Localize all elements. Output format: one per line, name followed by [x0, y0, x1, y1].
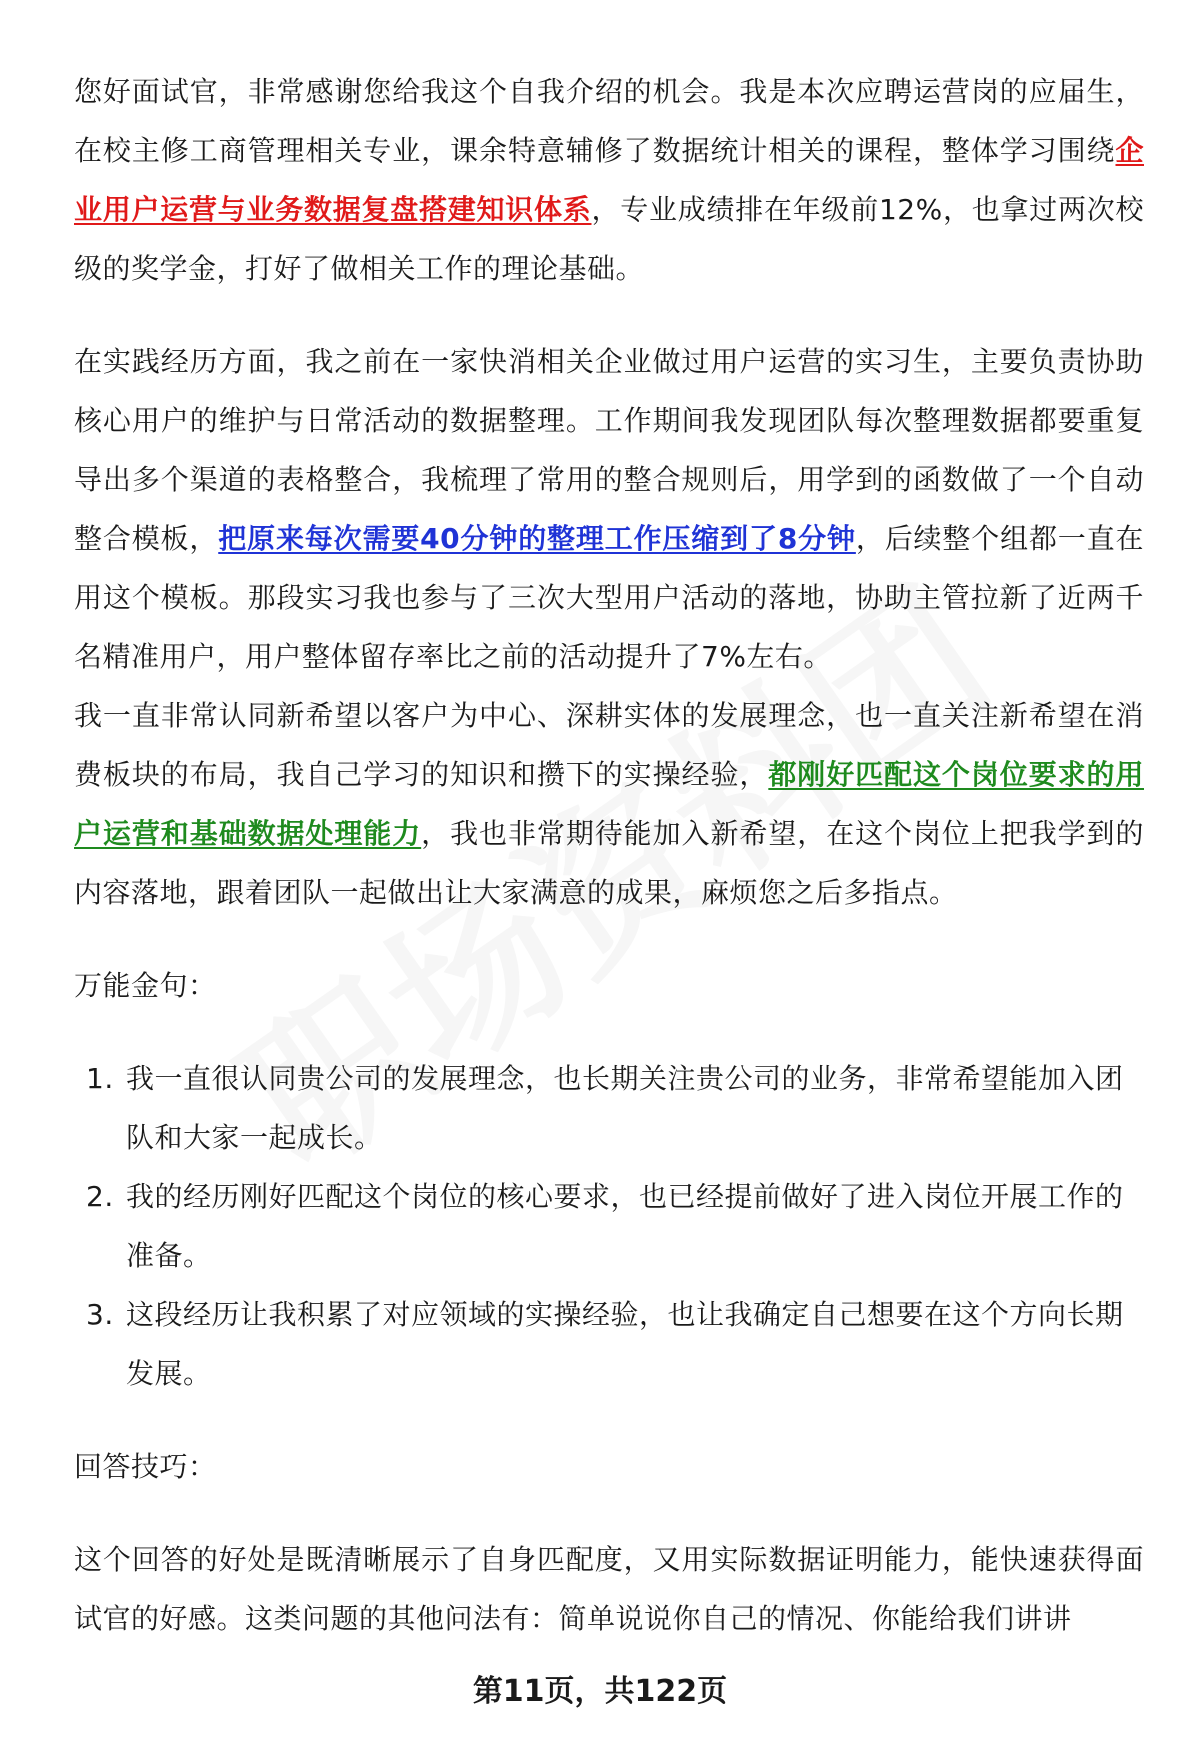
intro-text: 在实践经历方面，我之前在一家快消相关企业做过用户运营的实习生，主要负责协助核心用户的维护与日常活动的数据整理。工作期间我发现团队每次整理数据都要重复导出多个渠道的表格整合，我梳理了常用的整合规则后，用学到的函数做了一个自动整合模板，	[74, 345, 1144, 555]
answer-tips-heading: 回答技巧：	[74, 1450, 217, 1483]
document-body	[74, 62, 1144, 1648]
list-text: 我一直很认同贵公司的发展理念，也长期关注贵公司的业务，非常希望能加入团队和大家一起成长。	[126, 1062, 1124, 1154]
answer-tips-paragraph: 这个回答的好处是既清晰展示了自身匹配度，又用实际数据证明能力，能快速获得面试官的好感。这类问题的其他问法有：简单说说你自己的情况、你能给我们讲讲	[74, 1543, 1144, 1635]
intro-text: ，后续整个组都一直在用这个模板。那段实习我也参与了三次大型用户活动的落地，协助主管拉新了近两千名精准用户，用户整体留存率比之前的活动提升了7%左右。	[74, 522, 1144, 673]
intro-text: ，我也非常期待能加入新希望，在这个岗位上把我学到的内容落地，跟着团队一起做出让大家满意的成果，麻烦您之后多指点。	[74, 817, 1144, 909]
list-number: 3.	[86, 1298, 114, 1331]
list-number: 2.	[86, 1180, 114, 1213]
intro-paragraph-2	[74, 332, 1144, 686]
list-item	[74, 1285, 1144, 1403]
golden-sentences-heading: 万能金句：	[74, 969, 217, 1002]
list-text: 我的经历刚好匹配这个岗位的核心要求，也已经提前做好了进入岗位开展工作的准备。	[126, 1180, 1124, 1272]
list-text: 这段经历让我积累了对应领域的实操经验，也让我确定自己想要在这个方向长期发展。	[126, 1298, 1124, 1390]
intro-paragraph-3	[74, 686, 1144, 922]
list-item	[74, 1167, 1144, 1285]
intro-text: ，专业成绩排在年级前12%，也拿过两次校级的奖学金，打好了做相关工作的理论基础。	[74, 193, 1144, 285]
list-number: 1.	[86, 1062, 114, 1095]
intro-text: 我一直非常认同新希望以客户为中心、深耕实体的发展理念，也一直关注新希望在消费板块的布局，我自己学习的知识和攒下的实操经验，	[74, 699, 1144, 791]
intro-text: 您好面试官，非常感谢您给我这个自我介绍的机会。我是本次应聘运营岗的应届生，在校主修工商管理相关专业，课余特意辅修了数据统计相关的课程，整体学习围绕	[74, 75, 1144, 167]
intro-paragraph-1	[74, 62, 1144, 298]
highlight-blue: 把原来每次需要40分钟的整理工作压缩到了8分钟	[218, 522, 856, 555]
list-item	[74, 1049, 1144, 1167]
page-number: 第11页，共122页	[472, 1674, 728, 1709]
highlight-red: 企业用户运营与业务数据复盘搭建知识体系	[74, 134, 1144, 226]
golden-sentences-list	[74, 1049, 1144, 1403]
highlight-green: 都刚好匹配这个岗位要求的用户运营和基础数据处理能力	[74, 758, 1144, 850]
